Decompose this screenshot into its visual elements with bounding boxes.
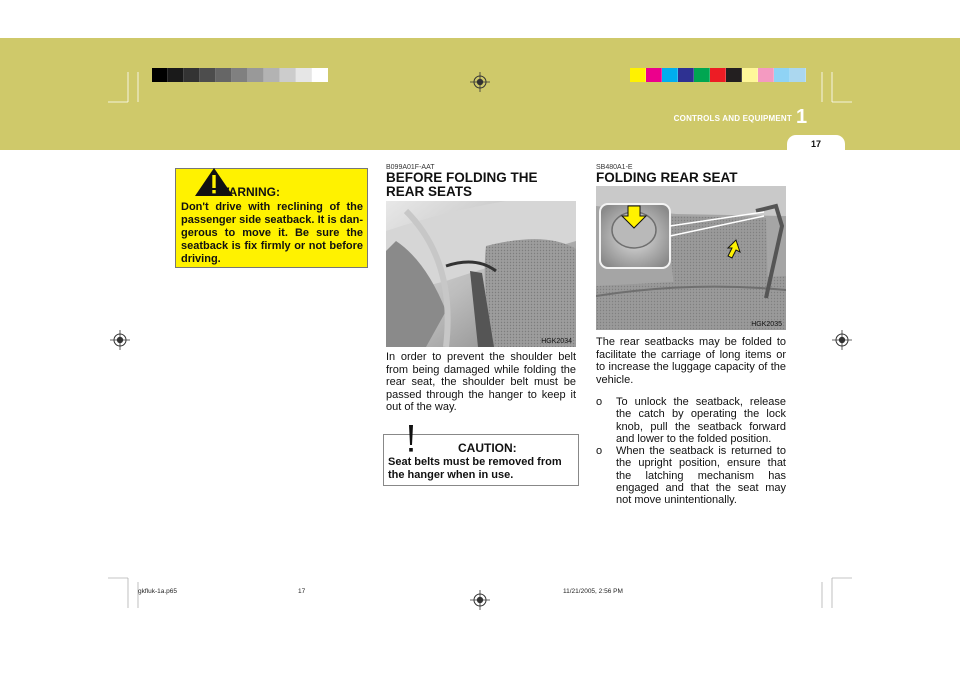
color-swatch xyxy=(248,68,264,82)
registration-mark-icon xyxy=(110,330,130,350)
footer-page: 17 xyxy=(298,588,306,595)
rear-seat-illustration xyxy=(596,186,786,330)
shoulder-belt-hanger-photo xyxy=(386,201,576,347)
page-number: 17 xyxy=(787,135,845,152)
seat-belt-illustration xyxy=(386,201,576,347)
color-swatch xyxy=(296,68,312,82)
registration-mark-icon xyxy=(470,590,490,610)
section-code: SB480A1-E xyxy=(596,164,633,171)
bullet-mark: o xyxy=(596,396,603,408)
caution-box xyxy=(383,434,579,486)
before-folding-section xyxy=(386,164,576,414)
bullet-mark: o xyxy=(596,445,603,458)
rear-seat-photo xyxy=(596,186,786,330)
list-item-text: When the seatback is returned to the upright position, ensure that the latching mechanism has engaged and that the seat may not move unintentionally. xyxy=(616,445,786,507)
section-code: B099A01F-AAT xyxy=(386,164,435,171)
registration-mark-icon xyxy=(832,330,852,350)
color-swatch xyxy=(646,68,662,82)
color-swatch xyxy=(790,68,806,82)
color-swatch xyxy=(168,68,184,82)
section-heading: FOLDING REAR SEAT xyxy=(596,170,738,185)
color-swatch xyxy=(200,68,216,82)
header-band xyxy=(0,38,960,150)
gray-calibration-bar xyxy=(152,68,328,82)
section-title: CONTROLS AND EQUIPMENT xyxy=(673,114,792,123)
color-swatch xyxy=(710,68,726,82)
intro-text: The rear seatbacks may be folded to facilitate the carriage of long items or to increase the luggage capacity of the vehicle. xyxy=(596,336,786,386)
caution-heading: CAUTION: xyxy=(458,441,517,455)
caution-text: Seat belts must be removed from the hanger when in use. xyxy=(388,456,562,481)
list-item-text: To unlock the seatback, release the catch by operating the lock knob, pull the seatback forward and lower to the folded position. xyxy=(616,396,786,445)
warning-box xyxy=(175,168,368,268)
color-swatch xyxy=(216,68,232,82)
list-item xyxy=(596,445,786,506)
exclamation-icon xyxy=(396,423,426,457)
warning-text: Don't drive with reclining of the passenger side seatback. It is dan-gerous to move it. Be sure the seatback is fix firmly or not before driving. xyxy=(181,201,363,265)
registration-mark-icon xyxy=(470,72,490,92)
color-swatch xyxy=(184,68,200,82)
color-swatch xyxy=(630,68,646,82)
image-code: HGK2035 xyxy=(751,321,782,328)
color-swatch xyxy=(662,68,678,82)
color-swatch xyxy=(264,68,280,82)
body-text: In order to prevent the shoulder belt from being damaged while folding the rear seat, the shoulder belt must be passed through the hanger to keep it out of the way. xyxy=(386,351,576,413)
color-swatch xyxy=(280,68,296,82)
color-swatch xyxy=(742,68,758,82)
footer-datetime: 11/21/2005, 2:56 PM xyxy=(563,588,623,595)
color-swatch xyxy=(694,68,710,82)
image-code: HGK2034 xyxy=(541,338,572,345)
color-swatch xyxy=(678,68,694,82)
instruction-list xyxy=(596,396,786,507)
color-swatch xyxy=(152,68,168,82)
folding-rear-seat-section xyxy=(596,164,786,507)
section-heading: BEFORE FOLDING THE REAR SEATS xyxy=(386,170,538,199)
color-calibration-bar xyxy=(630,68,806,82)
color-swatch xyxy=(758,68,774,82)
color-swatch xyxy=(774,68,790,82)
footer-file: gkfluk-1a.p65 xyxy=(138,588,178,595)
color-swatch xyxy=(232,68,248,82)
color-swatch xyxy=(726,68,742,82)
list-item xyxy=(596,396,786,445)
section-number: 1 xyxy=(796,106,808,128)
color-swatch xyxy=(312,68,328,82)
warning-heading: WARNING: xyxy=(218,185,280,199)
